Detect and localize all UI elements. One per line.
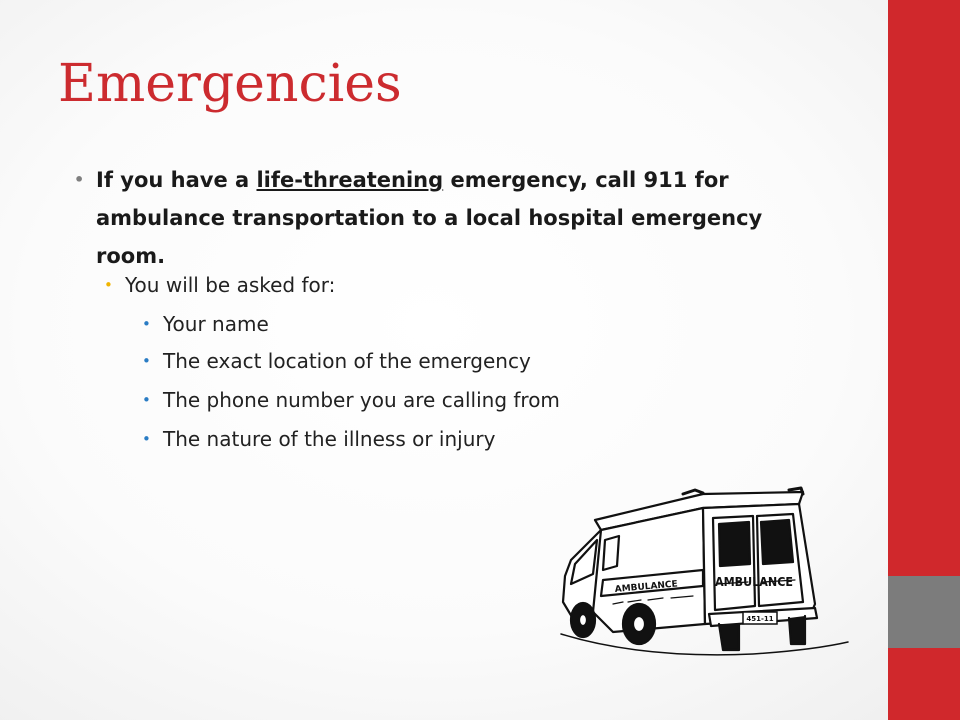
list-item-text: The phone number you are calling from bbox=[163, 388, 560, 412]
sub-bullet-text: You will be asked for: bbox=[125, 273, 336, 297]
accent-gray-block bbox=[888, 576, 960, 648]
bullet-dot-icon: • bbox=[142, 352, 151, 370]
bullet-dot-icon: • bbox=[74, 170, 85, 189]
bullet-main-before: If you have a bbox=[96, 168, 257, 192]
bullet-dot-icon: • bbox=[142, 430, 151, 448]
accent-red-top bbox=[888, 0, 960, 576]
list-item-text: Your name bbox=[163, 312, 269, 336]
ambulance-side-label: AMBULANCE bbox=[614, 579, 679, 595]
bullet-main-underlined: life-threatening bbox=[256, 168, 444, 192]
ambulance-illustration bbox=[553, 484, 849, 664]
license-plate: 451-11 bbox=[746, 615, 774, 623]
slide-title: Emergencies bbox=[58, 54, 402, 114]
bullet-main-after: emergency, call 911 for ambulance transportation to a local hospital emergency room. bbox=[96, 168, 763, 268]
accent-bar bbox=[888, 0, 960, 720]
bullet-dot-icon: • bbox=[142, 315, 151, 333]
list-item-text: The nature of the illness or injury bbox=[163, 427, 496, 451]
accent-red-bottom bbox=[888, 648, 960, 720]
ambulance-rear-label: AMBULANCE bbox=[715, 575, 793, 589]
list-item-text: The exact location of the emergency bbox=[163, 349, 531, 373]
bullet-main-text bbox=[96, 161, 796, 275]
bullet-dot-icon: • bbox=[142, 391, 151, 409]
bullet-dot-icon: • bbox=[104, 276, 113, 294]
